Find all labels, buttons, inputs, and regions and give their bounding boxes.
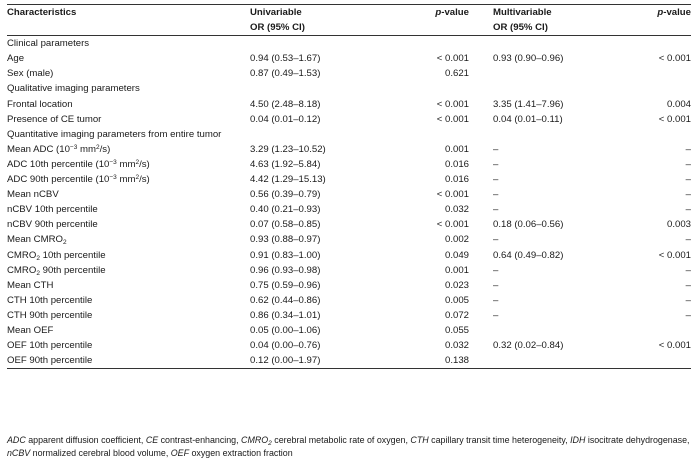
table-row xyxy=(7,187,691,202)
footnote-subscript: 2 xyxy=(268,440,272,447)
row-label xyxy=(7,112,250,127)
footnote-definition: cerebral metabolic rate of oxygen, xyxy=(271,435,411,445)
row-label-superscript: 2 xyxy=(135,174,140,182)
header-p-italic: p xyxy=(657,7,664,18)
multivariable-pvalue-cell: – xyxy=(685,264,691,276)
row-label xyxy=(7,263,250,278)
multivariable-pvalue-cell: 0.004 xyxy=(666,98,691,110)
table-row xyxy=(7,338,691,353)
row-label-text: Mean nCBV xyxy=(7,189,59,201)
univariable-pvalue-cell: 0.049 xyxy=(444,249,469,261)
table-footnote xyxy=(7,434,691,459)
group-label: Clinical parameters xyxy=(7,38,90,50)
row-label xyxy=(7,97,250,112)
multivariable-pvalue-cell: – xyxy=(685,174,691,186)
header-univariable: Univariable xyxy=(250,5,357,21)
univariable-pvalue-cell: 0.001 xyxy=(444,143,469,155)
table-row xyxy=(7,142,691,157)
footnote-definition: normalized cerebral blood volume, xyxy=(30,447,171,458)
footnote-abbreviation: CE xyxy=(145,435,159,445)
multivariable-or-cell: 3.35 (1.41–7.96) xyxy=(493,98,564,110)
row-label xyxy=(7,308,250,323)
multivariable-pvalue-cell xyxy=(607,323,691,338)
multivariable-or-cell xyxy=(469,323,607,338)
multivariable-or-cell: – xyxy=(493,204,499,216)
row-label-text: ADC 10th percentile (10 xyxy=(7,158,110,170)
univariable-pvalue-cell: < 0.001 xyxy=(436,98,469,110)
univariable-pvalue-cell: 0.001 xyxy=(444,264,469,276)
row-label xyxy=(7,172,250,187)
row-label-tail: mm xyxy=(116,174,136,186)
univariable-pvalue-cell: 0.002 xyxy=(444,234,469,246)
univariable-or-cell: 0.04 (0.00–0.76) xyxy=(250,340,321,352)
multivariable-or-cell: – xyxy=(493,189,499,201)
row-label xyxy=(7,248,250,263)
table-row xyxy=(7,278,691,293)
multivariable-pvalue-cell xyxy=(607,353,691,369)
table-row xyxy=(7,308,691,323)
table-row xyxy=(7,66,691,81)
footnote-abbreviation: CMRO xyxy=(241,435,269,445)
table-row xyxy=(7,263,691,278)
row-label-tail: 10th percentile xyxy=(39,249,106,261)
multivariable-pvalue-cell: 0.003 xyxy=(666,219,691,231)
multivariable-pvalue-cell: – xyxy=(685,294,691,306)
row-label-text: Mean CMRO xyxy=(7,234,63,246)
row-label-text: ADC 90th percentile (10 xyxy=(7,174,110,186)
row-label xyxy=(7,217,250,232)
multivariable-pvalue-cell: – xyxy=(685,234,691,246)
multivariable-pvalue-cell: – xyxy=(685,189,691,201)
row-label-text: CTH 10th percentile xyxy=(7,294,93,306)
header-p-italic: p xyxy=(435,7,442,18)
table-row xyxy=(7,353,691,369)
multivariable-or-cell xyxy=(469,66,607,81)
univariable-or-cell: 0.62 (0.44–0.86) xyxy=(250,294,321,306)
univariable-pvalue-cell: < 0.001 xyxy=(436,219,469,231)
table-group-row xyxy=(7,127,691,142)
univariable-pvalue-cell: 0.032 xyxy=(444,204,469,216)
univariable-or-cell: 0.12 (0.00–1.97) xyxy=(250,353,357,369)
subheader-or-ci-multivariable: OR (95% CI) xyxy=(469,20,607,36)
row-label-tail: mm xyxy=(77,143,96,155)
row-label-text: nCBV 10th percentile xyxy=(7,204,98,216)
footnote-abbreviation: OEF xyxy=(170,447,190,458)
univariable-or-cell: 0.87 (0.49–1.53) xyxy=(250,68,321,80)
row-label-text: Frontal location xyxy=(7,98,73,110)
subheader-empty xyxy=(357,20,469,36)
row-label xyxy=(7,202,250,217)
row-label-tail: /s) xyxy=(139,174,150,186)
multivariable-or-cell: – xyxy=(493,174,499,186)
header-characteristics: Characteristics xyxy=(7,5,250,21)
multivariable-pvalue-cell: – xyxy=(685,204,691,216)
multivariable-or-cell xyxy=(469,353,607,369)
header-pvalue-univariable xyxy=(357,5,469,21)
row-label-subscript: 2 xyxy=(62,239,67,247)
row-label xyxy=(7,142,250,157)
footnote-definition: apparent diffusion coefficient, xyxy=(25,435,146,445)
univariable-pvalue-cell: 0.621 xyxy=(444,68,469,80)
univariable-or-cell: 0.05 (0.00–1.06) xyxy=(250,324,321,336)
univariable-pvalue-cell: 0.023 xyxy=(444,279,469,291)
multivariable-or-cell: – xyxy=(493,309,499,321)
regression-table xyxy=(7,4,691,369)
table-row xyxy=(7,157,691,172)
table-row xyxy=(7,51,691,66)
multivariable-or-cell: 0.64 (0.49–0.82) xyxy=(493,249,564,261)
multivariable-pvalue-cell: – xyxy=(685,279,691,291)
univariable-or-cell: 0.75 (0.59–0.96) xyxy=(250,279,321,291)
table-row xyxy=(7,323,691,338)
footnote-definition: oxygen extraction fraction xyxy=(189,447,293,458)
multivariable-or-cell: 0.04 (0.01–0.11) xyxy=(493,113,563,125)
table-row xyxy=(7,232,691,247)
row-label xyxy=(7,323,250,338)
univariable-or-cell: 4.42 (1.29–15.13) xyxy=(250,174,326,186)
univariable-or-cell: 4.50 (2.48–8.18) xyxy=(250,98,321,110)
row-label-text: CTH 90th percentile xyxy=(7,309,93,321)
row-label-subscript: 2 xyxy=(36,254,40,262)
multivariable-pvalue-cell: < 0.001 xyxy=(658,53,691,65)
row-label-text: OEF 10th percentile xyxy=(7,340,93,352)
row-label-text: Mean ADC (10 xyxy=(7,143,70,155)
table-subheader-row xyxy=(7,20,691,36)
row-label-tail: /s) xyxy=(139,158,150,170)
group-label: Qualitative imaging parameters xyxy=(7,83,140,95)
row-label-text: Sex (male) xyxy=(7,68,54,80)
row-label-subscript: 2 xyxy=(36,269,40,277)
row-label-tail: 90th percentile xyxy=(39,264,106,276)
row-label-superscript: −3 xyxy=(109,174,117,182)
header-multivariable: Multivariable xyxy=(469,5,607,21)
univariable-pvalue-cell: 0.016 xyxy=(444,174,469,186)
row-label-superscript: −3 xyxy=(109,158,117,166)
footnote-definition: capillary transit time heterogeneity, xyxy=(428,435,571,445)
multivariable-or-cell: – xyxy=(493,264,499,276)
multivariable-pvalue-cell: < 0.001 xyxy=(658,249,691,261)
row-label xyxy=(7,66,250,81)
multivariable-or-cell: – xyxy=(493,234,499,246)
univariable-or-cell: 3.29 (1.23–10.52) xyxy=(250,143,326,155)
row-label xyxy=(7,232,250,247)
univariable-pvalue-cell: < 0.001 xyxy=(436,53,469,65)
row-label-superscript: −3 xyxy=(69,143,78,151)
univariable-pvalue-cell: 0.072 xyxy=(444,309,469,321)
row-label-text: CMRO xyxy=(7,249,37,261)
row-label-text: Presence of CE tumor xyxy=(7,113,102,125)
univariable-or-cell: 0.56 (0.39–0.79) xyxy=(250,189,321,201)
table-group-row xyxy=(7,36,691,52)
univariable-pvalue-cell: 0.055 xyxy=(444,324,469,336)
univariable-or-cell: 0.93 (0.88–0.97) xyxy=(250,234,321,246)
row-label-text: Mean OEF xyxy=(7,324,54,336)
univariable-or-cell: 0.96 (0.93–0.98) xyxy=(250,264,321,276)
table-row xyxy=(7,112,691,127)
multivariable-pvalue-cell: < 0.001 xyxy=(658,340,691,352)
subheader-empty xyxy=(607,20,691,36)
multivariable-pvalue-cell: – xyxy=(685,158,691,170)
row-label-text: nCBV 90th percentile xyxy=(7,219,98,231)
univariable-pvalue-cell: 0.016 xyxy=(444,158,469,170)
multivariable-or-cell: 0.18 (0.06–0.56) xyxy=(493,219,564,231)
row-label-superscript: 2 xyxy=(135,158,140,166)
univariable-or-cell: 4.63 (1.92–5.84) xyxy=(250,158,321,170)
row-label-text: OEF 90th percentile xyxy=(7,355,93,367)
multivariable-or-cell: 0.93 (0.90–0.96) xyxy=(493,53,564,65)
table-row xyxy=(7,202,691,217)
multivariable-pvalue-cell xyxy=(607,66,691,81)
row-label xyxy=(7,353,250,369)
univariable-or-cell: 0.94 (0.53–1.67) xyxy=(250,53,321,65)
footnote-definition: isocitrate dehydrogenase, xyxy=(585,435,690,445)
univariable-or-cell: 0.40 (0.21–0.93) xyxy=(250,204,321,216)
header-p-rest: -value xyxy=(663,7,691,18)
univariable-pvalue-cell: 0.005 xyxy=(444,294,469,306)
row-label-text: Age xyxy=(7,53,25,65)
row-label-tail: /s) xyxy=(99,143,111,155)
header-pvalue-multivariable xyxy=(607,5,691,21)
multivariable-pvalue-cell: < 0.001 xyxy=(658,113,691,125)
table-group-row xyxy=(7,81,691,96)
row-label xyxy=(7,338,250,353)
row-label-text: Mean CTH xyxy=(7,279,54,291)
footnote-abbreviation: CTH xyxy=(410,435,429,445)
multivariable-or-cell: – xyxy=(493,158,499,170)
multivariable-or-cell: – xyxy=(493,143,499,155)
footnote-abbreviation: ADC xyxy=(7,435,26,445)
univariable-or-cell: 0.04 (0.01–0.12) xyxy=(250,113,321,125)
row-label xyxy=(7,157,250,172)
multivariable-pvalue-cell: – xyxy=(685,309,691,321)
table-row xyxy=(7,172,691,187)
footnote-definition: contrast-enhancing, xyxy=(158,435,242,445)
row-label xyxy=(7,51,250,66)
subheader-or-ci-univariable: OR (95% CI) xyxy=(250,20,357,36)
univariable-or-cell: 0.07 (0.58–0.85) xyxy=(250,219,321,231)
subheader-empty xyxy=(7,20,250,36)
table-row xyxy=(7,293,691,308)
univariable-pvalue-cell: < 0.001 xyxy=(436,189,469,201)
univariable-pvalue-cell: 0.138 xyxy=(357,353,469,369)
multivariable-or-cell: – xyxy=(493,279,499,291)
table-header-row xyxy=(7,5,691,21)
table-row xyxy=(7,97,691,112)
header-p-rest: -value xyxy=(441,7,469,18)
univariable-pvalue-cell: < 0.001 xyxy=(436,113,469,125)
row-label xyxy=(7,187,250,202)
univariable-or-cell: 0.91 (0.83–1.00) xyxy=(250,249,321,261)
multivariable-pvalue-cell: – xyxy=(685,143,691,155)
row-label xyxy=(7,293,250,308)
table-row xyxy=(7,217,691,232)
row-label-tail: mm xyxy=(116,158,136,170)
univariable-pvalue-cell: 0.032 xyxy=(444,340,469,352)
table-row xyxy=(7,248,691,263)
univariable-or-cell: 0.86 (0.34–1.01) xyxy=(250,309,321,321)
row-label-text: CMRO xyxy=(7,264,37,276)
group-label: Quantitative imaging parameters from entire tumor xyxy=(7,128,222,140)
multivariable-or-cell: 0.32 (0.02–0.84) xyxy=(493,340,564,352)
footnote-abbreviation: IDH xyxy=(570,435,586,445)
row-label xyxy=(7,278,250,293)
footnote-abbreviation: nCBV xyxy=(7,447,31,458)
row-label-superscript: 2 xyxy=(96,143,100,151)
multivariable-or-cell: – xyxy=(493,294,499,306)
